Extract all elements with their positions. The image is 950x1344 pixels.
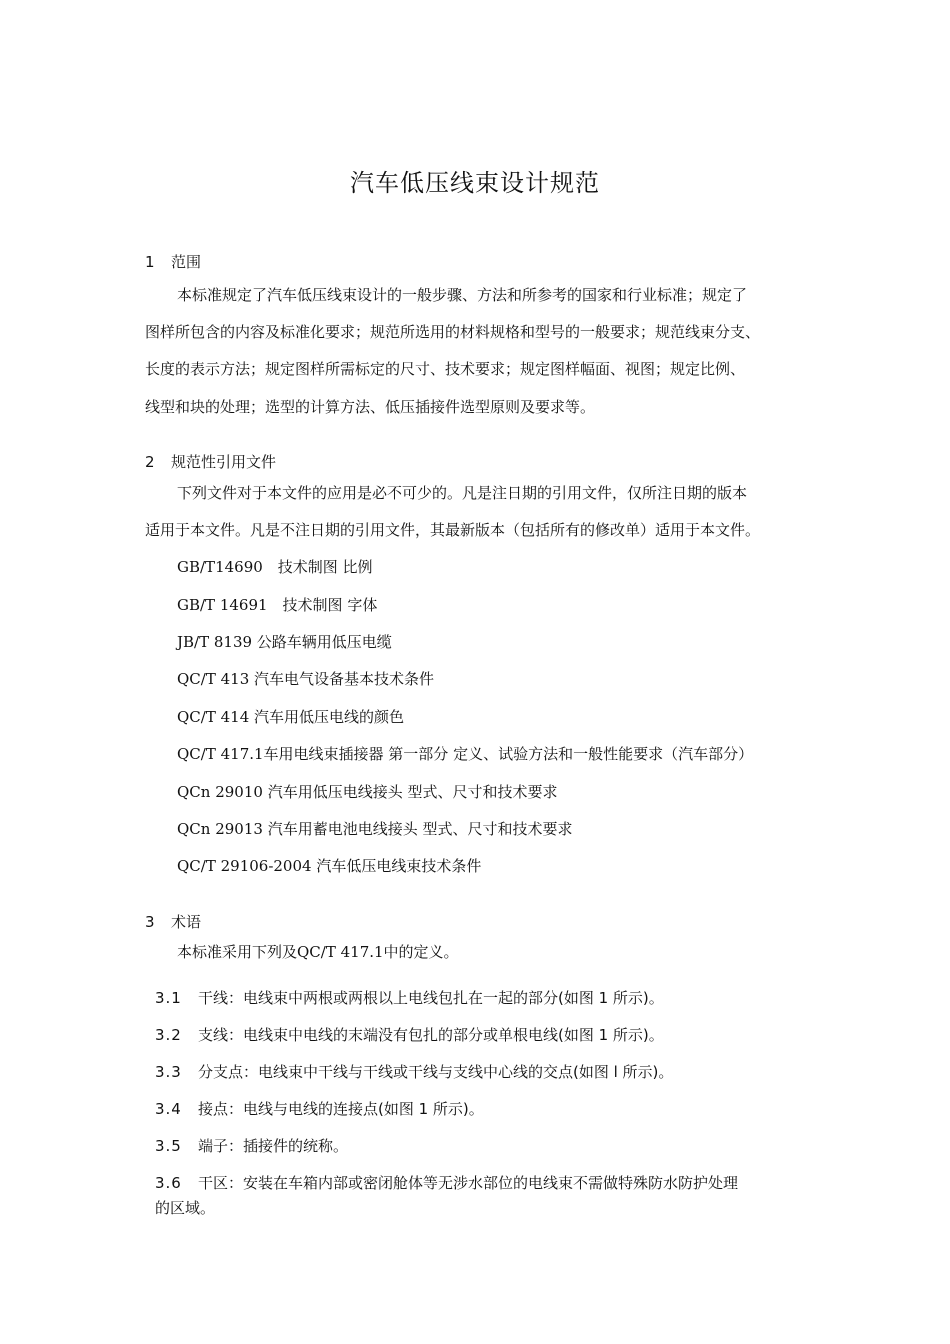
term-text: 接点：电线与电线的连接点(如图 1 所示)。 xyxy=(198,1100,484,1118)
term-number: 3.4 xyxy=(155,1100,182,1118)
section-heading-scope xyxy=(145,251,201,272)
document-title: 汽车低压线束设计规范 xyxy=(350,169,600,197)
section-title: 范围 xyxy=(171,253,202,271)
term-item xyxy=(155,1024,664,1045)
reference-item: QC/T 29106-2004 汽车低压电线束技术条件 xyxy=(177,857,482,875)
reference-item: QCn 29010 汽车用低压电线接头 型式、尺寸和技术要求 xyxy=(177,783,558,801)
reference-item: QCn 29013 汽车用蓄电池电线接头 型式、尺寸和技术要求 xyxy=(177,820,573,838)
section-heading-references xyxy=(145,451,276,472)
term-number: 3.2 xyxy=(155,1026,182,1044)
term-text: 分支点：电线束中干线与干线或干线与支线中心线的交点(如图 l 所示)。 xyxy=(198,1063,674,1081)
reference-item: QC/T 413 汽车电气设备基本技术条件 xyxy=(177,670,435,688)
paragraph-line: 本标准规定了汽车低压线束设计的一般步骤、方法和所参考的国家和行业标准；规定了 xyxy=(177,286,748,304)
term-text: 干线：电线束中两根或两根以上电线包扎在一起的部分(如图 1 所示)。 xyxy=(198,989,664,1007)
term-continuation: 的区域。 xyxy=(155,1199,216,1217)
reference-item: QC/T 414 汽车用低压电线的颜色 xyxy=(177,708,405,726)
section-title: 术语 xyxy=(171,913,202,931)
reference-item: GB/T 14691 技术制图 字体 xyxy=(177,596,378,614)
term-text: 干区：安装在车箱内部或密闭舱体等无涉水部位的电线束不需做特殊防水防护处理 xyxy=(198,1174,739,1192)
paragraph-line: 图样所包含的内容及标准化要求；规范所选用的材料规格和型号的一般要求；规范线束分支、 xyxy=(145,323,761,341)
section-title: 规范性引用文件 xyxy=(171,453,277,471)
reference-item: GB/T14690 技术制图 比例 xyxy=(177,558,373,576)
reference-item: QC/T 417.1车用电线束插接器 第一部分 定义、试验方法和一般性能要求（汽车部分） xyxy=(177,745,754,763)
term-number: 3.5 xyxy=(155,1137,182,1155)
term-text: 支线：电线束中电线的末端没有包扎的部分或单根电线(如图 1 所示)。 xyxy=(198,1026,664,1044)
term-number: 3.6 xyxy=(155,1174,182,1192)
paragraph-line: 下列文件对于本文件的应用是必不可少的。凡是注日期的引用文件，仅所注日期的版本 xyxy=(177,484,748,502)
term-item xyxy=(155,1098,484,1119)
term-item xyxy=(155,987,664,1008)
section-number: 1 xyxy=(145,253,155,271)
paragraph-line: 长度的表示方法；规定图样所需标定的尺寸、技术要求；规定图样幅面、视图；规定比例、 xyxy=(145,360,746,378)
section-number: 2 xyxy=(145,453,155,471)
term-number: 3.3 xyxy=(155,1063,182,1081)
section-number: 3 xyxy=(145,913,155,931)
paragraph-line: 本标准采用下列及QC/T 417.1中的定义。 xyxy=(177,943,459,961)
term-text: 端子：插接件的统称。 xyxy=(198,1137,349,1155)
paragraph-line: 线型和块的处理；选型的计算方法、低压插接件选型原则及要求等。 xyxy=(145,398,596,416)
term-number: 3.1 xyxy=(155,989,182,1007)
reference-item: JB/T 8139 公路车辆用低压电缆 xyxy=(177,633,392,651)
section-heading-terms xyxy=(145,911,201,932)
term-item xyxy=(155,1135,348,1156)
term-item xyxy=(155,1061,673,1082)
term-item xyxy=(155,1172,738,1193)
paragraph-line: 适用于本文件。凡是不注日期的引用文件，其最新版本（包括所有的修改单）适用于本文件。 xyxy=(145,521,761,539)
